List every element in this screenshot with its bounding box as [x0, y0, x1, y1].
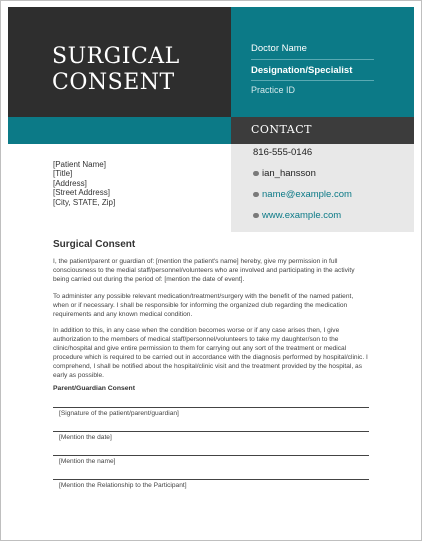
title-line-2: CONSENT	[52, 70, 175, 95]
accent-strip	[8, 117, 231, 144]
contact-title: CONTACT	[251, 123, 312, 136]
relationship-line	[53, 479, 369, 480]
relationship-field-label: [Mention the Relationship to the Participant]	[59, 482, 187, 489]
user-icon	[253, 171, 259, 176]
consent-paragraph-1: I, the patient/parent or guardian of: [mention the patient's name] hereby, give my permission in full consciousness to the medial staff/personnel/volunteers who are involved and participating in the activity being carried out during the period of: [mention the date of event].	[53, 258, 355, 283]
signature-field-label: [Signature of the patient/parent/guardian]	[59, 410, 179, 417]
web-icon	[253, 213, 259, 218]
guardian-consent-heading: Parent/Guardian Consent	[53, 385, 135, 392]
doctor-info-block	[231, 7, 414, 117]
contact-phone: 816-555-0146	[253, 147, 313, 158]
doctor-name: Doctor Name	[251, 43, 307, 54]
document-heading: Surgical Consent	[53, 239, 136, 250]
address-line: [Address]	[53, 178, 87, 188]
address-line: [Title]	[53, 169, 73, 179]
contact-website[interactable]: www.example.com	[262, 210, 342, 221]
email-icon	[253, 192, 259, 197]
name-line	[53, 455, 369, 456]
address-line: [Patient Name]	[53, 160, 106, 169]
contact-email[interactable]: name@example.com	[262, 189, 352, 200]
address-line: [Street Address]	[53, 188, 110, 198]
address-line: [City, STATE, Zip]	[53, 197, 116, 207]
name-field-label: [Mention the name]	[59, 458, 116, 465]
recipient-address	[53, 160, 115, 207]
signature-line	[53, 407, 369, 408]
date-field-label: [Mention the date]	[59, 434, 112, 441]
title-line-1: SURGICAL	[52, 44, 180, 69]
designation: Designation/Specialist	[251, 65, 353, 76]
practice-id: Practice ID	[251, 85, 296, 95]
contact-panel	[231, 144, 414, 232]
divider	[251, 80, 374, 81]
title-block	[8, 7, 231, 117]
date-line	[53, 431, 369, 432]
divider	[251, 59, 374, 60]
consent-paragraph-3: In addition to this, in any case when the condition becomes worse or if any case arises then, I give authorization to the members of medical staff/personnel/volunteers to take my daughter/son to the clinic/hospital and give entire permission to them for carrying out any sort of the treatment or medical procedure which is required to be carried out in accordance with the diagnosis performed by hospital/clinic. I comprehend, I shall be notified about the hospital/clinic visit and the treatment provided by the hospital, as early as possible.	[53, 327, 368, 379]
consent-paragraph-2: To administer any possible relevant medication/treatment/surgery with the benefit of the named patient, when or if necessary. I shall be responsible for informing the organized club regarding the medication requirements and any known medical condition.	[53, 293, 354, 318]
contact-username: ian_hansson	[262, 168, 316, 179]
contact-header	[231, 117, 414, 144]
